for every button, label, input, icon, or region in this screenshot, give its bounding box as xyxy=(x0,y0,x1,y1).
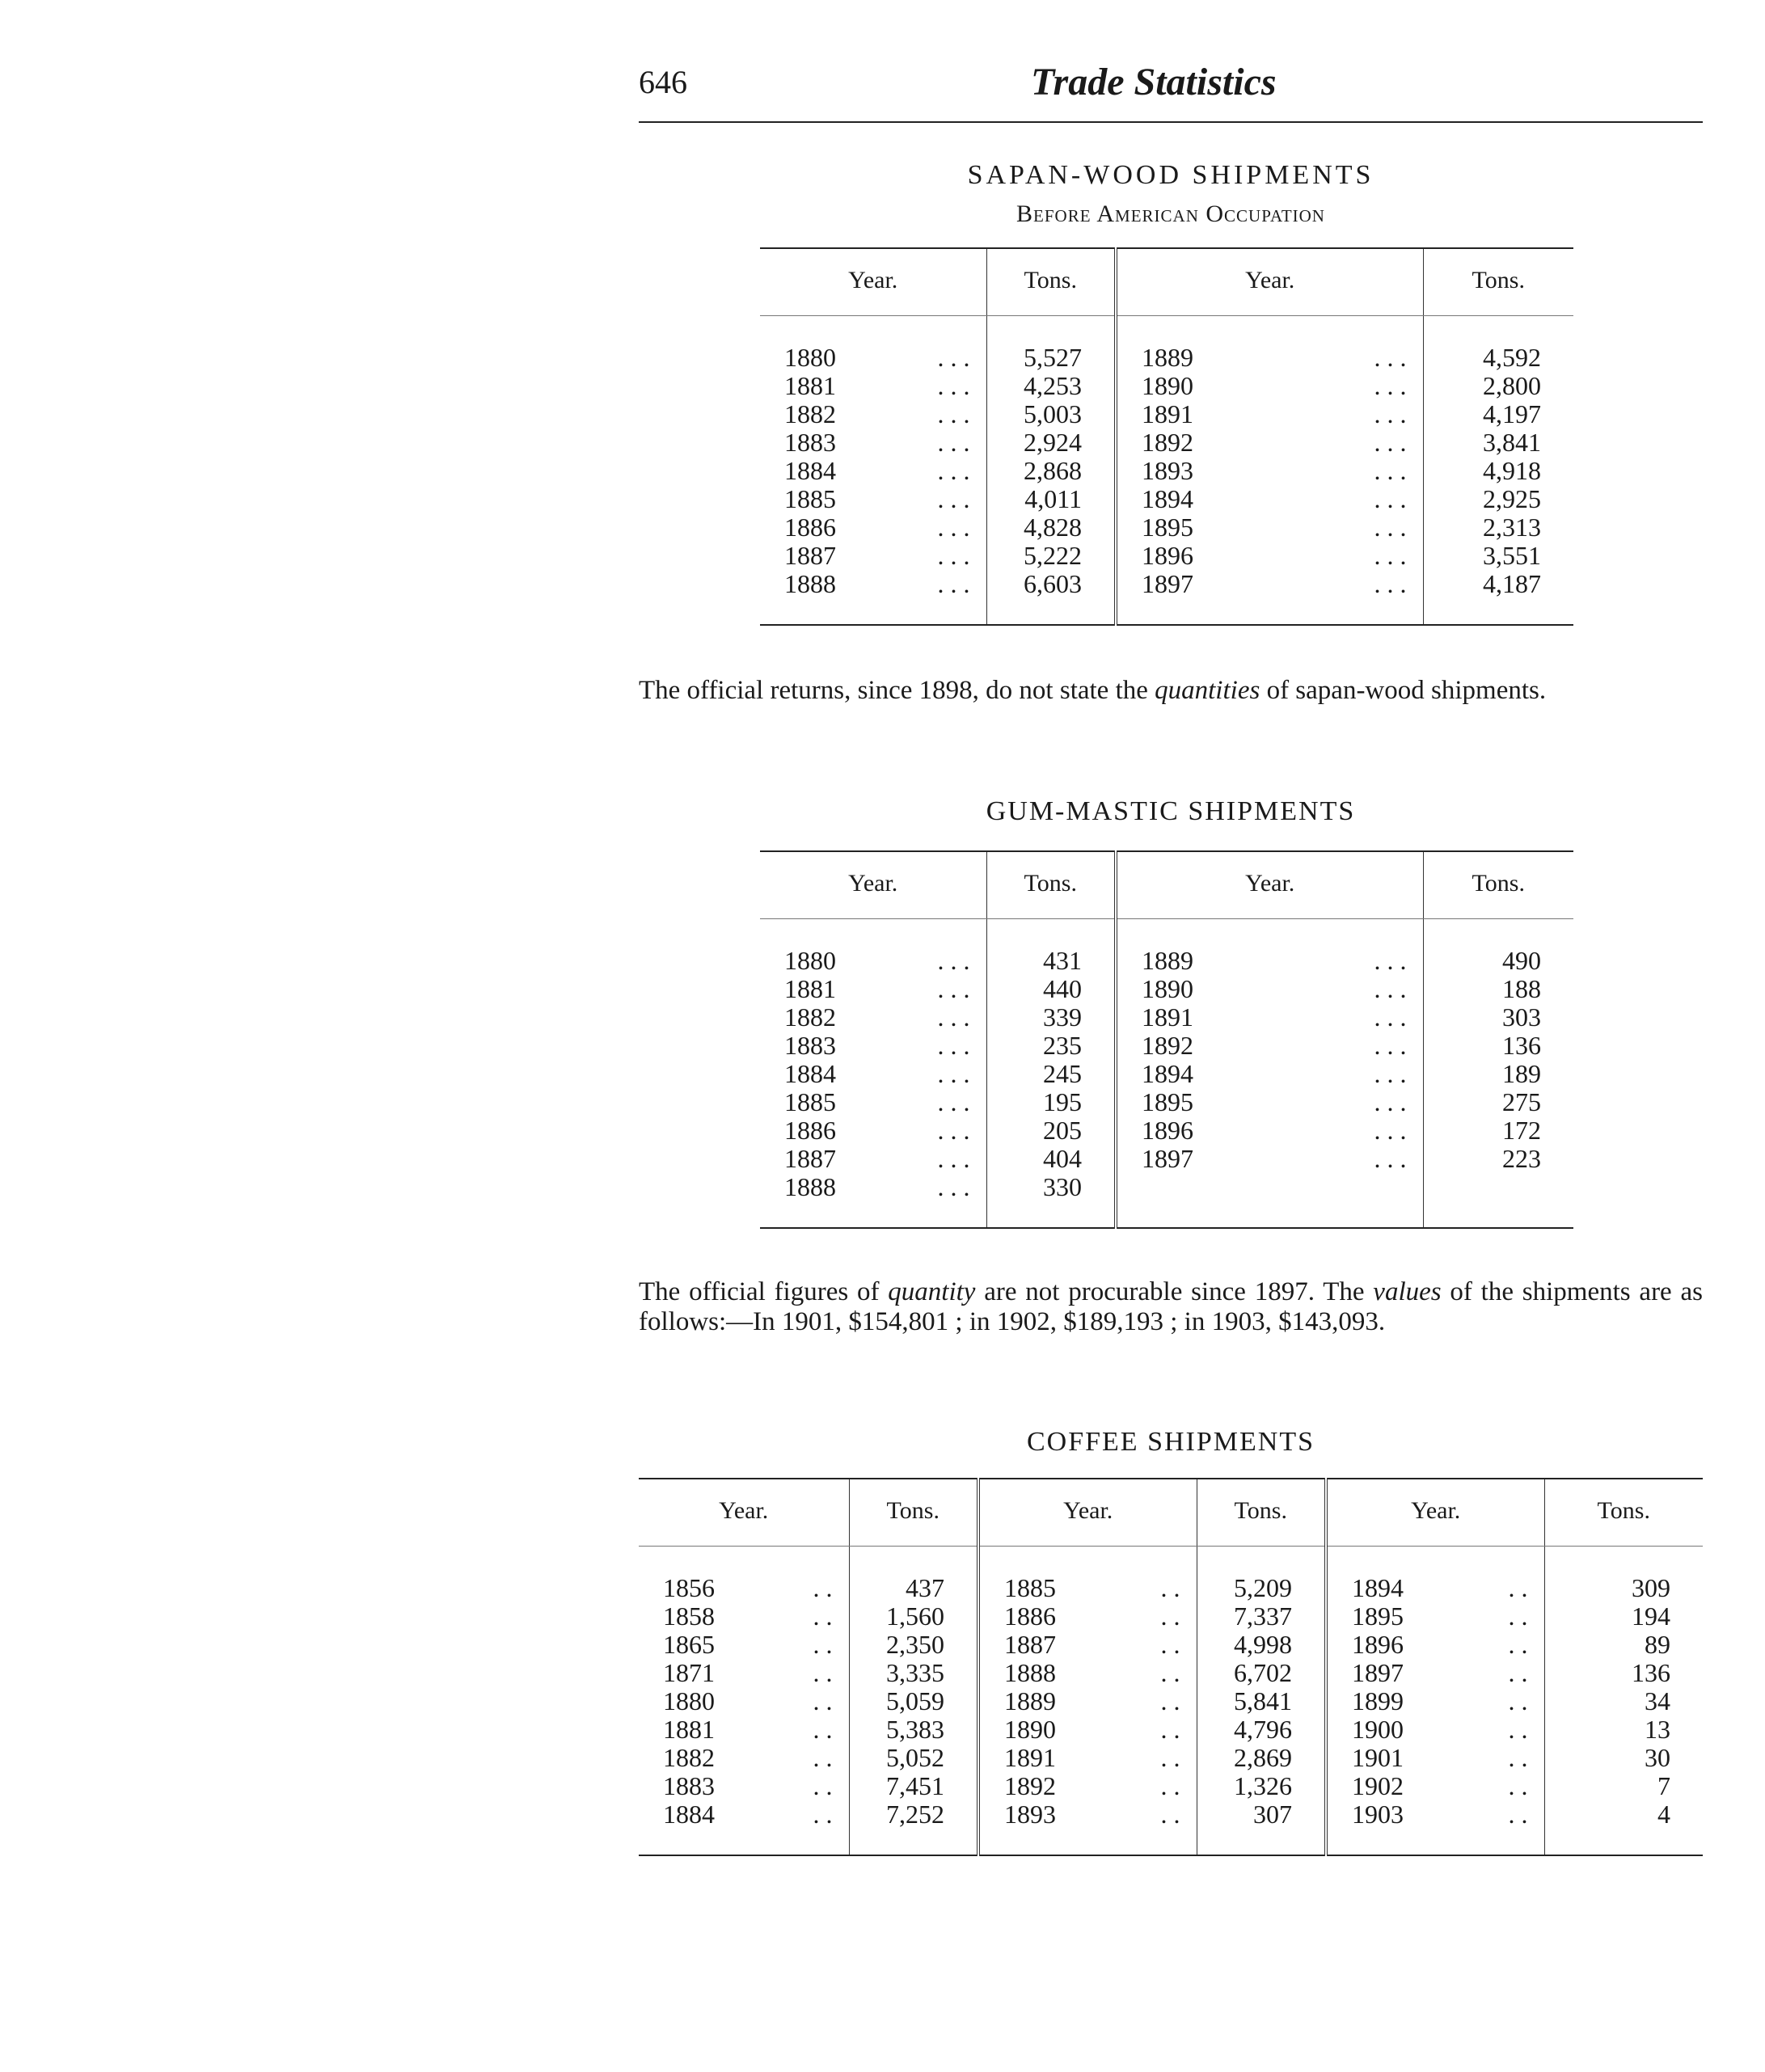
year-cell: 1892 xyxy=(1142,1031,1193,1060)
year-cell: 1882 xyxy=(663,1743,715,1772)
year-cell: 1886 xyxy=(784,1116,836,1145)
table-row xyxy=(760,457,1573,485)
leader-dots: . . . xyxy=(1261,513,1423,542)
tons-cell: 4,998 xyxy=(1197,1631,1326,1659)
table-row xyxy=(760,975,1573,1003)
year-cell: 1896 xyxy=(1142,1116,1193,1145)
year-cell: 1903 xyxy=(1352,1800,1404,1829)
tons-cell: 13 xyxy=(1645,1715,1670,1744)
col-header-tons: Tons. xyxy=(1423,851,1573,919)
year-cell: 1858 xyxy=(663,1601,715,1631)
leader-dots: . . . xyxy=(1261,1032,1423,1060)
year-cell: 1890 xyxy=(1004,1715,1056,1744)
tons-cell: 4,828 xyxy=(986,513,1116,542)
leader-dots: . . xyxy=(1447,1715,1544,1744)
tons-cell: 245 xyxy=(986,1060,1116,1088)
page-number: 646 xyxy=(639,64,687,100)
tons-cell xyxy=(1423,1173,1573,1228)
leader-dots: . . . xyxy=(1261,457,1423,485)
tons-cell: 4,187 xyxy=(1483,569,1541,598)
leader-dots: . . . xyxy=(906,485,986,513)
year-cell: 1889 xyxy=(1142,946,1193,975)
leader-dots: . . xyxy=(752,1547,849,1603)
tons-cell: 4,918 xyxy=(1483,456,1541,485)
tons-cell: 4,197 xyxy=(1483,399,1541,428)
leader-dots: . . . xyxy=(906,372,986,400)
leader-dots: . . xyxy=(752,1772,849,1800)
tons-cell: 3,335 xyxy=(849,1659,978,1687)
col-header-tons: Tons. xyxy=(1197,1479,1326,1547)
tons-cell: 440 xyxy=(986,975,1116,1003)
year-cell: 1865 xyxy=(663,1630,715,1659)
leader-dots: . . xyxy=(1447,1659,1544,1687)
leader-dots: . . . xyxy=(1261,1116,1423,1145)
tons-cell: 2,350 xyxy=(849,1631,978,1659)
tons-cell: 303 xyxy=(1502,1002,1541,1032)
table-row xyxy=(760,1116,1573,1145)
tons-cell: 2,868 xyxy=(986,457,1116,485)
gum-mastic-table xyxy=(760,850,1573,1229)
year-cell: 1871 xyxy=(663,1658,715,1687)
year-cell: 1900 xyxy=(1352,1715,1404,1744)
col-header-tons: Tons. xyxy=(986,248,1116,316)
table-row xyxy=(639,1547,1703,1603)
tons-cell: 1,326 xyxy=(1197,1772,1326,1800)
tons-cell: 1,560 xyxy=(849,1602,978,1631)
tons-cell: 136 xyxy=(1502,1031,1541,1060)
table-row xyxy=(760,1003,1573,1032)
year-cell: 1884 xyxy=(784,1059,836,1088)
col-header-year: Year. xyxy=(1326,1479,1544,1547)
year-cell: 1897 xyxy=(1142,569,1193,598)
table-row xyxy=(760,316,1573,373)
year-cell: 1901 xyxy=(1352,1743,1404,1772)
tons-cell: 6,603 xyxy=(986,570,1116,625)
tons-cell: 30 xyxy=(1645,1743,1670,1772)
tons-cell: 404 xyxy=(986,1145,1116,1173)
year-cell: 1895 xyxy=(1352,1601,1404,1631)
year-cell: 1881 xyxy=(663,1715,715,1744)
leader-dots: . . xyxy=(1100,1547,1197,1603)
year-cell: 1880 xyxy=(784,343,836,372)
leader-dots: . . xyxy=(752,1659,849,1687)
year-cell: 1882 xyxy=(784,399,836,428)
col-header-year: Year. xyxy=(639,1479,849,1547)
table-row xyxy=(639,1800,1703,1855)
leader-dots: . . xyxy=(752,1715,849,1744)
leader-dots: . . . xyxy=(1261,1060,1423,1088)
table-row xyxy=(639,1659,1703,1687)
leader-dots: . . xyxy=(752,1631,849,1659)
col-header-year: Year. xyxy=(760,248,986,316)
year-cell: 1895 xyxy=(1142,1087,1193,1116)
year-cell: 1883 xyxy=(784,1031,836,1060)
col-header-tons: Tons. xyxy=(986,851,1116,919)
table-row xyxy=(639,1744,1703,1772)
year-cell: 1886 xyxy=(784,513,836,542)
tons-cell: 307 xyxy=(1197,1800,1326,1855)
leader-dots: . . . xyxy=(1261,1145,1423,1173)
tons-cell: 431 xyxy=(986,919,1116,976)
tons-cell: 2,800 xyxy=(1483,371,1541,400)
tons-cell: 5,841 xyxy=(1197,1687,1326,1715)
tons-cell: 5,059 xyxy=(849,1687,978,1715)
tons-cell: 2,313 xyxy=(1483,513,1541,542)
year-cell: 1881 xyxy=(784,371,836,400)
leader-dots: . . . xyxy=(1261,1088,1423,1116)
leader-dots: . . . xyxy=(906,1145,986,1173)
year-cell: 1886 xyxy=(1004,1601,1056,1631)
tons-cell: 4 xyxy=(1657,1800,1670,1829)
year-cell: 1889 xyxy=(1004,1686,1056,1715)
year-cell: 1880 xyxy=(784,946,836,975)
year-cell: 1888 xyxy=(1004,1658,1056,1687)
year-cell: 1892 xyxy=(1142,428,1193,457)
year-cell: 1895 xyxy=(1142,513,1193,542)
tons-cell: 3,551 xyxy=(1483,541,1541,570)
table-row xyxy=(760,400,1573,428)
table-row xyxy=(760,570,1573,625)
year-cell xyxy=(1116,1173,1261,1228)
year-cell: 1897 xyxy=(1142,1144,1193,1173)
leader-dots: . . . xyxy=(906,1173,986,1228)
table-row xyxy=(760,1032,1573,1060)
year-cell: 1888 xyxy=(784,1172,836,1201)
col-header-tons: Tons. xyxy=(849,1479,978,1547)
leader-dots: . . xyxy=(1447,1772,1544,1800)
tons-cell: 235 xyxy=(986,1032,1116,1060)
tons-cell: 223 xyxy=(1502,1144,1541,1173)
year-cell: 1891 xyxy=(1004,1743,1056,1772)
tons-cell: 7,451 xyxy=(849,1772,978,1800)
leader-dots: . . xyxy=(1100,1631,1197,1659)
tons-cell: 5,209 xyxy=(1197,1547,1326,1603)
tons-cell: 4,592 xyxy=(1483,343,1541,372)
tons-cell: 188 xyxy=(1502,974,1541,1003)
year-cell: 1884 xyxy=(784,456,836,485)
leader-dots: . . . xyxy=(1261,400,1423,428)
leader-dots: . . . xyxy=(906,542,986,570)
tons-cell: 2,869 xyxy=(1197,1744,1326,1772)
table-row xyxy=(760,542,1573,570)
year-cell: 1890 xyxy=(1142,371,1193,400)
year-cell: 1889 xyxy=(1142,343,1193,372)
year-cell: 1893 xyxy=(1142,456,1193,485)
tons-cell: 7,337 xyxy=(1197,1602,1326,1631)
year-cell: 1856 xyxy=(663,1573,715,1602)
col-header-year: Year. xyxy=(978,1479,1197,1547)
leader-dots: . . . xyxy=(1261,919,1423,976)
leader-dots: . . . xyxy=(906,570,986,625)
tons-cell: 172 xyxy=(1502,1116,1541,1145)
leader-dots: . . . xyxy=(906,1116,986,1145)
leader-dots: . . . xyxy=(906,316,986,373)
tons-cell: 309 xyxy=(1632,1573,1670,1602)
table-row xyxy=(760,1088,1573,1116)
tons-cell: 5,383 xyxy=(849,1715,978,1744)
year-cell: 1885 xyxy=(784,1087,836,1116)
leader-dots: . . . xyxy=(906,919,986,976)
leader-dots: . . xyxy=(1100,1744,1197,1772)
leader-dots: . . . xyxy=(906,428,986,457)
tons-cell: 2,925 xyxy=(1483,484,1541,513)
sapan-wood-table xyxy=(760,247,1573,626)
col-header-year: Year. xyxy=(760,851,986,919)
leader-dots: . . . xyxy=(906,513,986,542)
table-row xyxy=(760,1145,1573,1173)
leader-dots: . . xyxy=(752,1687,849,1715)
year-cell: 1894 xyxy=(1142,484,1193,513)
leader-dots: . . xyxy=(1447,1631,1544,1659)
year-cell: 1887 xyxy=(784,1144,836,1173)
leader-dots: . . xyxy=(752,1744,849,1772)
leader-dots: . . xyxy=(1447,1687,1544,1715)
leader-dots: . . . xyxy=(906,457,986,485)
leader-dots: . . . xyxy=(1261,428,1423,457)
leader-dots: . . xyxy=(1100,1659,1197,1687)
year-cell: 1899 xyxy=(1352,1686,1404,1715)
leader-dots: . . . xyxy=(1261,1003,1423,1032)
leader-dots: . . xyxy=(1100,1715,1197,1744)
year-cell: 1894 xyxy=(1142,1059,1193,1088)
leader-dots: . . xyxy=(1447,1744,1544,1772)
year-cell: 1887 xyxy=(1004,1630,1056,1659)
tons-cell: 5,527 xyxy=(986,316,1116,373)
leader-dots: . . xyxy=(1447,1800,1544,1855)
sapan-wood-subtitle: Before American Occupation xyxy=(1016,200,1325,227)
tons-cell: 2,924 xyxy=(986,428,1116,457)
year-cell: 1896 xyxy=(1142,541,1193,570)
leader-dots: . . . xyxy=(906,1003,986,1032)
leader-dots: . . . xyxy=(906,975,986,1003)
tons-cell: 7,252 xyxy=(849,1800,978,1855)
tons-cell: 4,253 xyxy=(986,372,1116,400)
leader-dots: . . . xyxy=(906,1060,986,1088)
year-cell: 1897 xyxy=(1352,1658,1404,1687)
year-cell: 1891 xyxy=(1142,1002,1193,1032)
year-cell: 1891 xyxy=(1142,399,1193,428)
tons-cell: 7 xyxy=(1657,1771,1670,1800)
leader-dots: . . xyxy=(1100,1687,1197,1715)
year-cell: 1885 xyxy=(784,484,836,513)
year-cell: 1880 xyxy=(663,1686,715,1715)
leader-dots: . . . xyxy=(1261,485,1423,513)
leader-dots: . . . xyxy=(1261,316,1423,373)
table-row xyxy=(760,428,1573,457)
leader-dots: . . xyxy=(1100,1772,1197,1800)
table-row xyxy=(639,1687,1703,1715)
year-cell: 1896 xyxy=(1352,1630,1404,1659)
tons-cell: 205 xyxy=(986,1116,1116,1145)
tons-cell: 490 xyxy=(1502,946,1541,975)
tons-cell: 5,003 xyxy=(986,400,1116,428)
table-row xyxy=(760,513,1573,542)
tons-cell: 189 xyxy=(1502,1059,1541,1088)
tons-cell: 194 xyxy=(1632,1601,1670,1631)
year-cell: 1888 xyxy=(784,569,836,598)
gum-mastic-title: GUM-MASTIC SHIPMENTS xyxy=(986,796,1356,826)
leader-dots: . . . xyxy=(906,400,986,428)
col-header-year: Year. xyxy=(1116,851,1423,919)
table-row xyxy=(639,1715,1703,1744)
table-row xyxy=(639,1772,1703,1800)
leader-dots: . . xyxy=(1100,1602,1197,1631)
tons-cell: 89 xyxy=(1645,1630,1670,1659)
leader-dots: . . . xyxy=(906,1032,986,1060)
tons-cell: 6,702 xyxy=(1197,1659,1326,1687)
leader-dots: . . xyxy=(752,1602,849,1631)
table-row xyxy=(639,1631,1703,1659)
tons-cell: 4,011 xyxy=(986,485,1116,513)
tons-cell: 34 xyxy=(1645,1686,1670,1715)
sapan-wood-title: SAPAN-WOOD SHIPMENTS xyxy=(967,160,1374,190)
coffee-table xyxy=(639,1478,1703,1856)
year-cell: 1892 xyxy=(1004,1771,1056,1800)
leader-dots: . . xyxy=(1447,1547,1544,1603)
tons-cell: 5,052 xyxy=(849,1744,978,1772)
year-cell: 1884 xyxy=(663,1800,715,1829)
year-cell: 1885 xyxy=(1004,1573,1056,1602)
year-cell: 1887 xyxy=(784,541,836,570)
tons-cell: 275 xyxy=(1502,1087,1541,1116)
gum-mastic-note: The official figures of quantity are not procurable since 1897. The values of the shipments are as follows:—In 1901, $154,801 ; in 1902, $189,193 ; in 1903, $143,093. xyxy=(639,1277,1703,1336)
year-cell: 1902 xyxy=(1352,1771,1404,1800)
tons-cell: 4,796 xyxy=(1197,1715,1326,1744)
leader-dots xyxy=(1261,1173,1423,1228)
table-row xyxy=(760,485,1573,513)
tons-cell: 136 xyxy=(1632,1658,1670,1687)
year-cell: 1893 xyxy=(1004,1800,1056,1829)
running-title: Trade Statistics xyxy=(1031,61,1277,103)
leader-dots: . . . xyxy=(1261,542,1423,570)
year-cell: 1883 xyxy=(784,428,836,457)
sapan-wood-note: The official returns, since 1898, do not state the quantities of sapan-wood shipments. xyxy=(639,676,1547,705)
tons-cell: 437 xyxy=(849,1547,978,1603)
col-header-tons: Tons. xyxy=(1544,1479,1703,1547)
header-rule xyxy=(639,121,1703,123)
leader-dots: . . xyxy=(1100,1800,1197,1855)
year-cell: 1881 xyxy=(784,974,836,1003)
table-row xyxy=(760,1060,1573,1088)
coffee-title: COFFEE SHIPMENTS xyxy=(1026,1427,1315,1457)
leader-dots: . . . xyxy=(1261,372,1423,400)
leader-dots: . . xyxy=(752,1800,849,1855)
leader-dots: . . . xyxy=(1261,975,1423,1003)
tons-cell: 330 xyxy=(986,1173,1116,1228)
col-header-year: Year. xyxy=(1116,248,1423,316)
col-header-tons: Tons. xyxy=(1423,248,1573,316)
table-row xyxy=(760,1173,1573,1228)
tons-cell: 339 xyxy=(986,1003,1116,1032)
table-row xyxy=(639,1602,1703,1631)
year-cell: 1882 xyxy=(784,1002,836,1032)
year-cell: 1894 xyxy=(1352,1573,1404,1602)
year-cell: 1890 xyxy=(1142,974,1193,1003)
tons-cell: 195 xyxy=(986,1088,1116,1116)
year-cell: 1883 xyxy=(663,1771,715,1800)
tons-cell: 3,841 xyxy=(1483,428,1541,457)
table-row xyxy=(760,919,1573,976)
leader-dots: . . xyxy=(1447,1602,1544,1631)
leader-dots: . . . xyxy=(906,1088,986,1116)
table-row xyxy=(760,372,1573,400)
leader-dots: . . . xyxy=(1261,570,1423,625)
tons-cell: 5,222 xyxy=(986,542,1116,570)
